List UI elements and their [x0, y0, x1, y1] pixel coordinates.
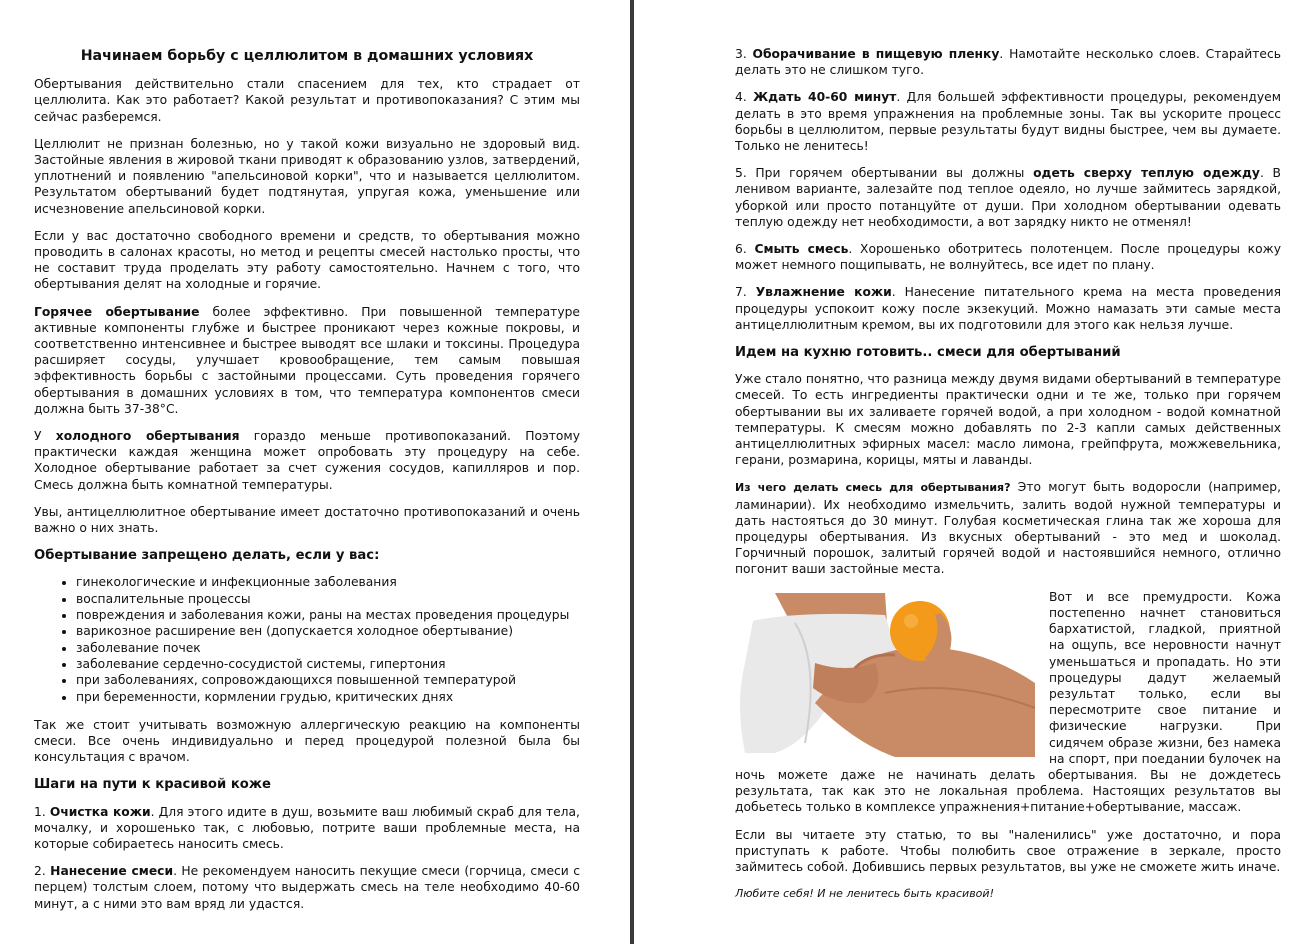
step-3 [735, 46, 1281, 78]
list-item: • заболевание почек [76, 640, 580, 656]
step-number: 3. [735, 47, 753, 61]
mixture-question: Из чего делать смесь для обертывания? [735, 481, 1011, 495]
kitchen-heading: Идем на кухню готовить.. смеси для обертываний [735, 345, 1121, 361]
step-text: . Нанесение питательного крема на места проведения процедуры успокоит кожу после экзекуций. Можно намазать эти самые места антицеллюлитным кремом, вы их подготовили для этого как нельзя лучше. [735, 285, 1281, 332]
step-title: Нанесение смеси [50, 864, 174, 879]
step-text: . Хорошенько оботритесь полотенцем. После процедуры кожу может немного пощипывать, не волнуйтесь, все идет по плану. [735, 242, 1281, 273]
step-text: . В ленивом варианте, залезайте под теплое одеяло, но лучше займитесь зарядкой, уборкой или просто потанцуйте от души. При холодном обертывании одевать теплую одежду нет необходимости, а вот зарядку никто не отменял! [735, 166, 1281, 229]
hot-wrap-term: Горячее обертывание [34, 304, 200, 319]
list-item: • при беременности, кормлении грудью, критических днях [76, 689, 580, 705]
step-title: Смыть смесь [754, 242, 849, 257]
step-title: Оборачивание в пищевую пленку [752, 47, 1000, 61]
step-6 [735, 241, 1281, 273]
forbidden-list [34, 574, 580, 704]
cellulite-paragraph: Целлюлит не признан болезнью, но у такой кожи визуально не здоровый вид. Застойные явления в жировой ткани приводят к образованию узлов, затвердений, уплотнений и появлению "апельсиновой корки", что и называется целлюлитом. Результатом обертываний будет подтянутая, упругая кожа, уменьшение или исчезновение апельсиновой корки. [34, 136, 580, 216]
step-number: 2. [34, 864, 51, 879]
step-title: Увлажнение кожи [755, 285, 892, 300]
cold-wrap-prefix: У [34, 429, 56, 444]
step-number: 1. [34, 804, 50, 819]
photo-illustration [735, 593, 1035, 757]
salon-paragraph: Если у вас достаточно свободного времени и средств, то обертывания можно проводить в салонах красоты, но метод и рецепты смесей настолько просты, что не составит труда проделать эту работу самостоятельно. Начнем с того, что обертывания делят на холодные и горячие. [34, 228, 580, 292]
hot-wrap-paragraph [34, 304, 580, 417]
final-paragraph: Если вы читаете эту статью, то вы "наленились" уже достаточно, и пора приступать к работе. Чтобы полюбить свое отражение в зеркале, просто займитесь собой. Добившись первых результатов, вы уже не сможете жить иначе. [735, 827, 1281, 874]
list-item: • воспалительные процессы [76, 591, 580, 607]
allergy-paragraph: Так же стоит учитывать возможную аллергическую реакцию на компоненты смеси. Все очень индивидуально и перед процедурой полезной была бы консультация с врачом. [34, 717, 580, 765]
step-number: 6. [735, 242, 755, 257]
list-item: • гинекологические и инфекционные заболевания [76, 574, 580, 590]
step-text: . Для этого идите в душ, возьмите ваш любимый скраб для тела, мочалку, и хорошенько так, с любовью, потрите ваши проблемные места, на которые собираетесь наносить смесь. [34, 804, 580, 852]
page-divider [630, 0, 634, 944]
intro-paragraph: Обертывания действительно стали спасением для тех, кто страдает от целлюлита. Как это работает? Какой результат и противопоказания? С этим мы сейчас разберемся. [34, 77, 580, 124]
step-text: 5. При горячем обертывании вы должны [735, 166, 1034, 181]
kitchen-paragraph: Уже стало понятно, что разница между двумя видами обертываний в температуре смесей. То есть ингредиенты практически одни и те же, только при горячем обертывании вы их заливаете горячей водой, а при холодном - водой комнатной температуры. К смесям можно добавлять по 2-3 капли самых действенных антицеллюлитных эфирных масел: масло лимона, грейпфрута, можжевельника, герани, розмарина, корицы, мяты и лаванды. [735, 372, 1281, 468]
step-title: Ждать 40-60 минут [753, 90, 897, 105]
step-number: 7. [735, 285, 756, 300]
step-4 [735, 89, 1281, 154]
mixture-paragraph [735, 479, 1281, 577]
step-1 [34, 804, 580, 853]
list-item: • варикозное расширение вен (допускается холодное обертывание) [76, 623, 580, 639]
steps-heading: Шаги на пути к красивой коже [34, 777, 271, 793]
step-text: . Для большей эффективности процедуры, рекомендуем делать в это время упражнения на проблемные зоны. Так вы ускорите процесс борьбы в целлюлитом, первые результаты будут видны быстрее, чем вы думаете. Только не ленитесь! [735, 90, 1281, 154]
closing-quote: Любите себя! И не ленитесь быть красивой! [735, 887, 994, 901]
forbidden-heading: Обертывание запрещено делать, если у вас: [34, 548, 380, 564]
cold-wrap-text: гораздо меньше противопоказаний. Поэтому практически каждая женщина может опробовать эту процедуру на себе. Холодное обертывание работает за счет сужения сосудов, капилляров и пор. Смесь должна быть комнатной температуры. [34, 429, 580, 492]
cold-wrap-paragraph [34, 428, 580, 493]
cold-wrap-term: холодного обертывания [55, 429, 240, 444]
right-page [735, 0, 1281, 944]
list-item: • заболевание сердечно-сосудистой системы, гипертония [76, 656, 580, 672]
mixture-text: Это могут быть водоросли (например, ламинарии). Их необходимо измельчить, залить водой нужной температуры и дать настояться до 30 минут. Голубая косметическая глина так же хороша для процедуры обертывания. Из вкусных обертываний - это мед и шоколад. Горчичный порошок, залитый горячей водой и настоявшийся немного, отлично погонит ваши застойные места. [735, 480, 1281, 577]
step-5 [735, 165, 1281, 230]
step-text: . Не рекомендуем наносить пекущие смеси (горчица, смеси с перцем) толстым слоем, потому что выдержать смесь на теле необходимо 40-60 минут, а с ними это вам вряд ли удастся. [34, 864, 580, 911]
hot-wrap-text: более эффективно. При повышенной температуре активные компоненты глубже и быстрее проникают через кожные покровы, и соответственно интенсивнее и быстрее выводят все шлаки и токсины. Процедура расширяет сосуды, улучшает кровообращение, тем самым повышая эффективность борьбы с застойными процессами. Суть проведения горячего обертывания в домашних условиях в том, что температура компонентов смеси должна быть 37-38°С. [34, 304, 580, 416]
contraindications-intro: Увы, антицеллюлитное обертывание имеет достаточно противопоказаний и очень важно о них знать. [34, 504, 580, 536]
step-title: Очистка кожи [49, 804, 151, 819]
step-number: 4. [735, 90, 754, 105]
left-page [34, 0, 580, 944]
woman-thigh-orange-photo [735, 593, 1035, 757]
list-item: • при заболеваниях, сопровождающихся повышенной температурой [76, 672, 580, 688]
step-title: одеть сверху теплую одежду [1033, 166, 1260, 181]
step-7 [735, 284, 1281, 333]
step-2 [34, 863, 580, 912]
wisdom-paragraph: Вот и все премудрости. Кожа постепенно начнет становиться бархатистой, гладкой, приятной на ощупь, все неровности начнут уменьшаться и пропадать. Но эти процедуры дадут желаемый результат только, если вы пересмотрите свое питание и физические нагрузки. При сидячем образе жизни, без намека на спорт, при поедании булочек на ночь можете даже не начинать делать обертывания. Вы не дождетесь результата, так как это не локальная проблема. Настоящих результатов вы добьетесь только в комплексе упражнения+питание+обертывание, массаж. [735, 589, 1281, 815]
list-item: • повреждения и заболевания кожи, раны на местах проведения процедуры [76, 607, 580, 623]
step-text: . Намотайте несколько слоев. Старайтесь делать это не слишком туго. [735, 47, 1281, 78]
page-title: Начинаем борьбу с целлюлитом в домашних условиях [80, 48, 534, 64]
